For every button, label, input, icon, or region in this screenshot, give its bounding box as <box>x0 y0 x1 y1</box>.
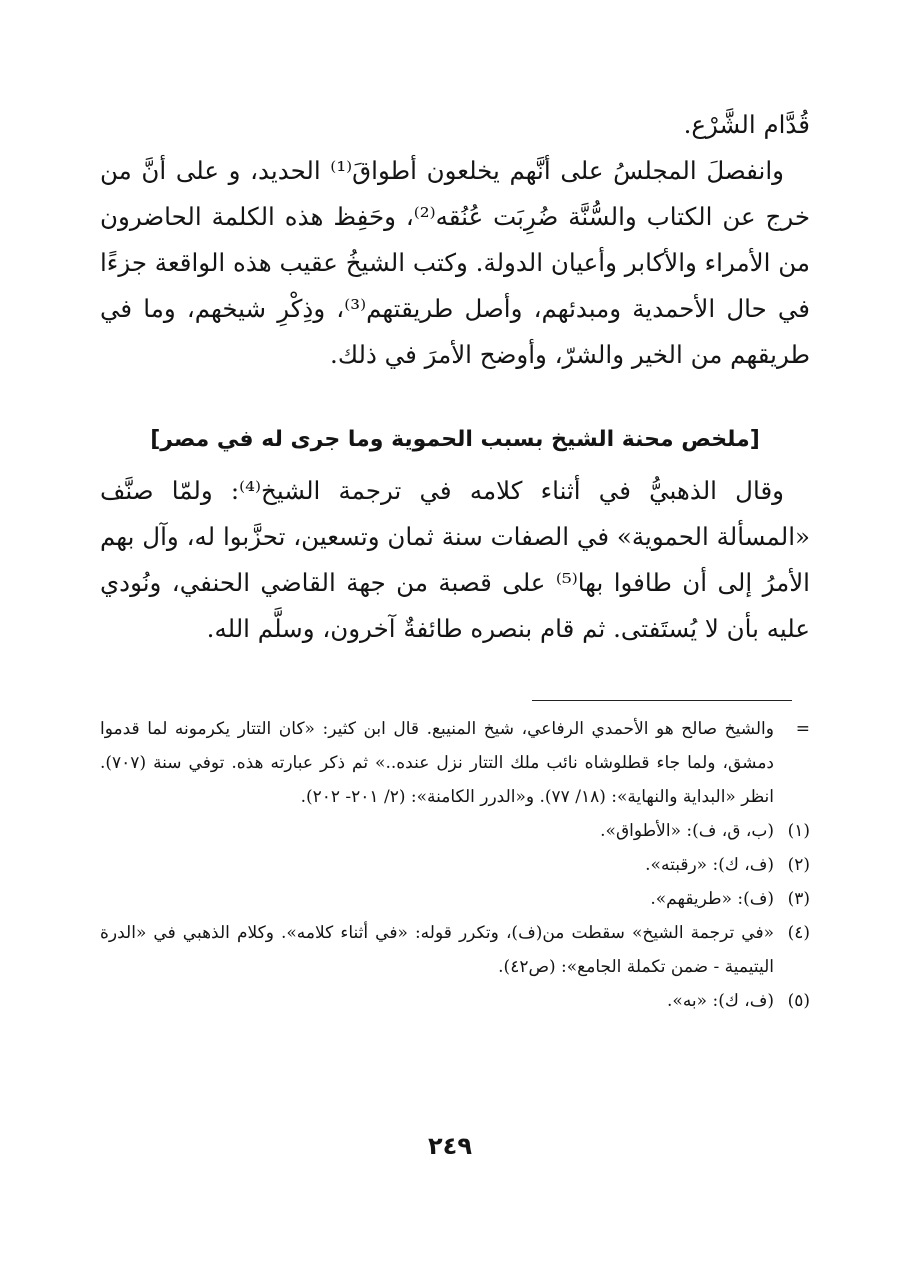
footnote-item <box>100 916 810 984</box>
paragraph-1: وانفصلَ المجلسُ على أنَّهم يخلعون أطواقَ⁽¹⁾ الحديد، و على أنَّ من خرج عن الكتاب والسُّنَّة ضُرِبَت عُنُقه⁽²⁾، وحَفِظ هذه الكلمة الحاضرون من الأمراء والأكابر وأعيان الدولة. وكتب الشيخُ عقيب هذه الواقعة جزءًا في حال الأحمدية ومبدئهم، وأصل طريقتهم⁽³⁾، وذِكْرِ شيخهم، وما في طريقهم من الخير والشرّ، وأوضح الأمرَ في ذلك. <box>100 156 811 369</box>
footnote-text: (ف): «طريقهم». <box>650 889 774 909</box>
footnote-text: (ف، ك): «به». <box>667 991 774 1011</box>
footnote-number: (٣) <box>787 889 810 909</box>
footnote-number: (٤) <box>787 923 810 943</box>
continuation-marker: = <box>795 719 810 739</box>
page-number: ٢٤٩ <box>428 1132 472 1160</box>
footnotes <box>100 712 810 1018</box>
footnote-text: «في ترجمة الشيخ» سقطت من(ف)، وتكرر قوله: «في أثناء كلامه». وكلام الذهبي في «الدرة اليتيمية - ضمن تكملة الجامع»: (ص٤٢). <box>100 923 774 977</box>
main-text-block-1 <box>100 102 810 378</box>
footnote-item <box>100 984 810 1018</box>
footnote-number: (١) <box>787 821 810 841</box>
main-text-block-2 <box>100 468 810 652</box>
footnote-text: (ف، ك): «رقبته». <box>645 855 774 875</box>
footnote-text: (ب، ق، ف): «الأطواق». <box>600 821 774 841</box>
footnote-number: (٥) <box>787 991 810 1011</box>
footnote-item <box>100 814 810 848</box>
footnote-text: والشيخ صالح هو الأحمدي الرفاعي، شيخ المنيبع. قال ابن كثير: «كان التتار يكرمونه لما قدموا دمشق، ولما جاء قطلوشاه نائب ملك التتار نزل عنده..» ثم ذكر عبارته هذه. توفي سنة (٧٠٧). انظر «البداية والنهاية»: (١٨/ ٧٧). و«الدرر الكامنة»: (٢/ ٢٠١- ٢٠٢). <box>100 719 774 807</box>
footnote-continuation <box>100 712 810 814</box>
section-heading: [ملخص محنة الشيخ بسبب الحموية وما جرى له في مصر] <box>150 427 760 452</box>
paragraph-2: وقال الذهبيُّ في أثناء كلامه في ترجمة الشيخ⁽⁴⁾: ولمّا صنَّف «المسألة الحموية» في الصفات سنة ثمان وتسعين، تحزَّبوا له، وآل بهم الأمرُ إلى أن طافوا بها⁽⁵⁾ على قصبة من جهة القاضي الحنفي، ونُودي عليه بأن لا يُستَفتى. ثم قام بنصره طائفةٌ آخرون، وسلَّم الله. <box>100 476 810 643</box>
footnote-item <box>100 882 810 916</box>
footnote-divider <box>532 700 792 701</box>
fragment-line: قُدَّام الشَّرْع. <box>683 110 810 139</box>
footnote-item <box>100 848 810 882</box>
footnote-number: (٢) <box>787 855 810 875</box>
